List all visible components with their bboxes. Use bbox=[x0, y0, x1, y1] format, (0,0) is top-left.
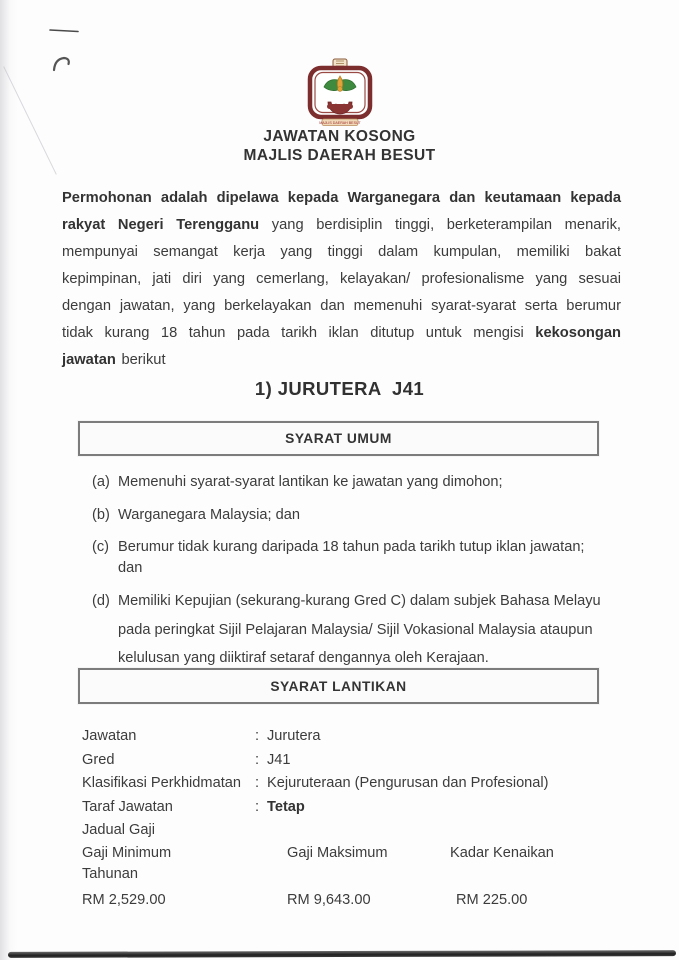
document-title-line2: MAJLIS DAERAH BESUT bbox=[243, 147, 436, 164]
list-item-marker: (c) bbox=[92, 539, 110, 555]
syarat-umum-title: SYARAT UMUM bbox=[285, 431, 392, 446]
scan-bottom-edge bbox=[8, 950, 676, 958]
document-title bbox=[0, 127, 679, 165]
detail-value bbox=[267, 820, 612, 844]
detail-separator: : bbox=[255, 751, 260, 768]
salary-value-maksimum: RM 9,643.00 bbox=[287, 892, 371, 908]
salary-header-minimum: Gaji Minimum Tahunan bbox=[82, 845, 172, 882]
svg-text:MAJLIS DAERAH BESUT: MAJLIS DAERAH BESUT bbox=[318, 121, 361, 125]
detail-row-jadual-gaji bbox=[82, 820, 612, 844]
detail-label: Klasifikasi Perkhidmatan bbox=[82, 775, 241, 791]
intro-tail: berikut bbox=[115, 352, 166, 368]
detail-separator: : bbox=[255, 798, 260, 815]
salary-table-values bbox=[82, 892, 612, 908]
detail-label: Jadual Gaji bbox=[82, 822, 156, 838]
syarat-lantikan-title: SYARAT LANTIKAN bbox=[270, 678, 407, 694]
detail-label: Jawatan bbox=[82, 728, 137, 744]
detail-value: J41 bbox=[267, 751, 291, 768]
detail-label: Taraf Jawatan bbox=[82, 798, 173, 815]
list-item-text: Memenuhi syarat-syarat lantikan ke jawatan yang dimohon; bbox=[118, 474, 503, 490]
list-item-text: Memiliki Kepujian (sekurang-kurang Gred C) dalam subjek Bahasa Melayu pada peringkat Sijil Pelajaran Malaysia/ Sijil Vokasional Malaysia ataupun kelulusan yang diiktiraf setaraf dengannya oleh Kerajaan. bbox=[118, 593, 601, 666]
detail-value: Tetap bbox=[267, 798, 305, 815]
list-item bbox=[92, 472, 606, 493]
list-item-text: Berumur tidak kurang daripada 18 tahun pada tarikh tutup iklan jawatan; dan bbox=[118, 539, 585, 576]
detail-value: Jurutera bbox=[267, 728, 321, 744]
intro-lead-bold: Permohonan adalah dipelawa kepada Warganegara dan keutamaan kepada rakyat Negeri Terengganu bbox=[62, 190, 621, 233]
list-item-marker: (a) bbox=[92, 474, 110, 490]
municipal-crest-icon bbox=[300, 58, 380, 126]
list-item bbox=[92, 537, 606, 578]
detail-separator: : bbox=[255, 775, 260, 791]
list-item-marker: (b) bbox=[92, 506, 110, 523]
detail-row-gred bbox=[82, 750, 612, 774]
syarat-umum-list bbox=[92, 472, 606, 685]
list-item bbox=[92, 587, 606, 673]
intro-body: yang berdisiplin tinggi, berketerampilan menarik, mempunyai semangat kerja yang tinggi dalam kumpulan, memiliki bakat kepimpinan, jati diri yang cemerlang, kelayakan/ profesionalisme yang sesuai dengan jawatan, yang berkelayakan dan memenuhi syarat-syarat serta berumur tidak kurang 18 tahun pada tarikh iklan ditutup untuk mengisi bbox=[62, 217, 621, 341]
list-item-marker: (d) bbox=[92, 593, 110, 609]
section-header-syarat-lantikan bbox=[78, 668, 599, 704]
list-item-text: Warganegara Malaysia; dan bbox=[118, 506, 300, 523]
detail-label: Gred bbox=[82, 751, 115, 768]
salary-header-kadar-kenaikan: Kadar Kenaikan bbox=[450, 845, 554, 861]
list-item bbox=[92, 505, 606, 526]
document-title-line1: JAWATAN KOSONG bbox=[263, 128, 416, 145]
section-header-syarat-umum bbox=[78, 421, 599, 456]
intro-emphasis-bold: kekosongan jawatan bbox=[62, 325, 621, 368]
salary-value-kadar-kenaikan: RM 225.00 bbox=[456, 892, 528, 908]
detail-separator bbox=[255, 820, 267, 844]
detail-row-klasifikasi bbox=[82, 773, 612, 797]
salary-value-minimum: RM 2,529.00 bbox=[82, 892, 166, 908]
detail-row-taraf bbox=[82, 797, 612, 821]
salary-table-headers bbox=[82, 843, 612, 885]
detail-row-jawatan bbox=[82, 726, 612, 750]
intro-paragraph bbox=[62, 185, 621, 374]
detail-separator: : bbox=[255, 728, 260, 744]
position-heading: 1) JURUTERA J41 bbox=[254, 378, 425, 399]
header-logo-area bbox=[0, 58, 679, 131]
appointment-details bbox=[82, 726, 612, 844]
salary-header-maksimum: Gaji Maksimum bbox=[287, 845, 388, 861]
detail-value: Kejuruteraan (Pengurusan dan Profesional) bbox=[267, 775, 549, 791]
